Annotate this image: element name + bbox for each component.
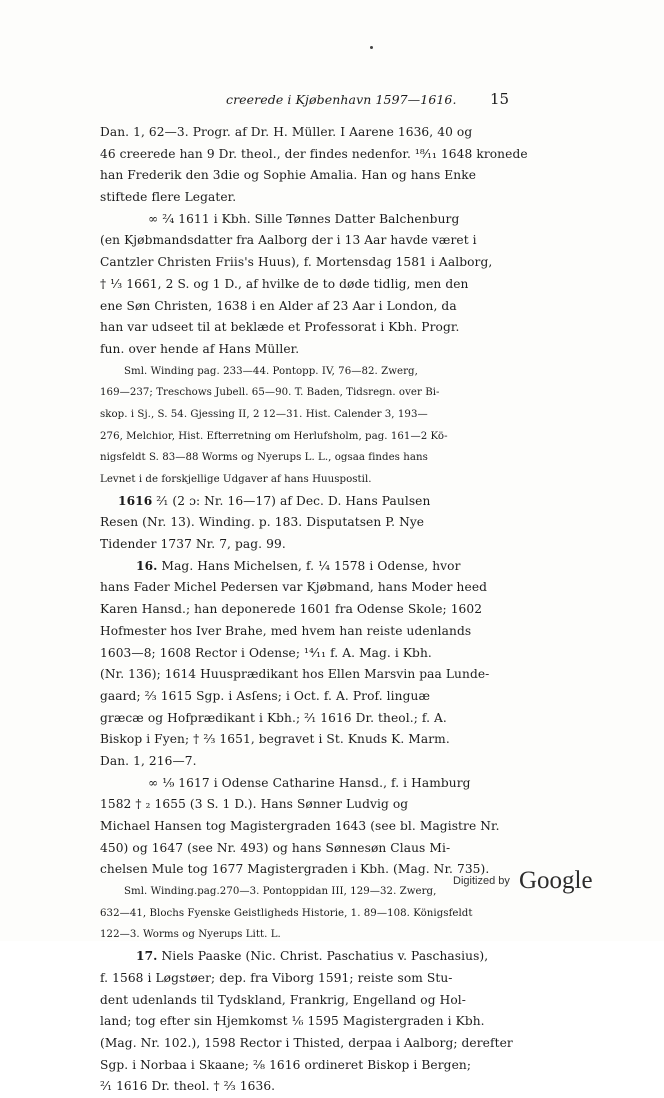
text-line: 632—41, Blochs Fyenske Geistligheds Historie, 1. 89—108. Königsfeldt	[100, 907, 473, 919]
text-line: nigsfeldt S. 83—88 Worms og Nyerups L. L., ogsaa findes hans	[100, 452, 428, 464]
text-line: ∞ ²⁄₄ 1611 i Kbh. Sille Tønnes Datter Balchenburg	[148, 211, 460, 226]
text-line: Resen (Nr. 13). Winding. p. 183. Disputatsen P. Nye	[100, 515, 425, 530]
text-line: dent udenlands til Tydskland, Frankrig, Engelland og Hol-	[100, 992, 466, 1007]
text-line: 276, Melchior, Hist. Efterretning om Herlufsholm, pag. 161—2 Kö-	[100, 430, 448, 442]
text-line: 450) og 1647 (see Nr. 493) og hans Sønnesøn Claus Mi-	[100, 840, 451, 855]
text-line: Michael Hansen tog Magistergraden 1643 (see bl. Magistre Nr.	[100, 819, 500, 833]
digitized-by-label: Digitized by	[453, 875, 510, 887]
text-line: Sml. Winding pag. 233—44. Pontopp. IV, 76—82. Zwerg,	[124, 365, 418, 377]
text-line: Dan. 1, 62—3. Progr. af Dr. H. Müller. I Aarene 1636, 40 og	[100, 125, 473, 139]
running-header	[226, 92, 526, 112]
printing-speck	[370, 46, 373, 49]
text-line	[100, 946, 544, 968]
text-line: f. 1568 i Løgstøer; dep. fra Viborg 1591; reiste som Stu-	[100, 970, 453, 985]
running-title: creerede i Kjøbenhavn 1597—1616.	[226, 92, 457, 107]
text-line: skop. i Sj., S. 54. Gjessing II, 2 12—31. Hist. Calender 3, 193—	[100, 408, 428, 420]
text-line: 46 creerede han 9 Dr. theol., der findes nedenfor. ¹⁸⁄₁₁ 1648 kronede	[100, 146, 528, 161]
text-line: hans Fader Michel Pedersen var Kjøbmand, hans Moder heed	[100, 580, 488, 595]
page-number: 15	[490, 90, 510, 108]
text-line: 122—3. Worms og Nyerups Litt. L.	[100, 929, 281, 941]
text-line: land; tog efter sin Hjemkomst ⅙ 1595 Magistergraden i Kbh.	[100, 1014, 485, 1029]
line-text: ²⁄₁ (2 ɔ: Nr. 16—17) af Dec. D. Hans Paulsen	[152, 493, 431, 508]
text-line: 1603—8; 1608 Rector i Odense; ¹⁴⁄₁₁ f. A. Mag. i Kbh.	[100, 645, 432, 660]
text-line: † ¹⁄₃ 1661, 2 S. og 1 D., af hvilke de to døde tidlig, men den	[100, 276, 469, 291]
text-line: ene Søn Christen, 1638 i en Alder af 23 Aar i London, da	[100, 298, 457, 313]
text-line: Sml. Winding.pag.270—3. Pontoppidan III, 129—32. Zwerg,	[124, 886, 437, 898]
text-line	[100, 491, 544, 513]
text-line: (Mag. Nr. 102.), 1598 Rector i Thisted, derpaa i Aalborg; derefter	[100, 1035, 513, 1050]
text-line: græcæ og Hofprædikant i Kbh.; ²⁄₁ 1616 Dr. theol.; f. A.	[100, 710, 447, 725]
text-line: gaard; ²⁄₃ 1615 Sgp. i Asſens; i Oct. f. A. Prof. linguæ	[100, 688, 430, 703]
text-line: Tidender 1737 Nr. 7, pag. 99.	[100, 537, 286, 552]
text-line: ²⁄₁ 1616 Dr. theol. † ²⁄₃ 1636.	[100, 1079, 276, 1094]
text-line: 1582 † ₂ 1655 (3 S. 1 D.). Hans Sønner Ludvig og	[100, 797, 409, 812]
digitized-by-google-mark	[453, 867, 593, 897]
text-line	[100, 556, 544, 578]
text-line: Cantzler Christen Friis's Huus), f. Mortensdag 1581 i Aalborg,	[100, 255, 493, 270]
google-logo: Google	[518, 867, 593, 894]
text-line: han var udseet til at beklæde et Professorat i Kbh. Progr.	[100, 320, 460, 335]
text-line: Biskop i Fyen; † ²⁄₃ 1651, begravet i St. Knuds K. Marm.	[100, 732, 450, 747]
entry-number: 1616	[118, 493, 153, 508]
entry-number: 17.	[136, 949, 158, 964]
text-line: 169—237; Treschows Jubell. 65—90. T. Baden, Tidsregn. over Bi-	[100, 387, 440, 399]
line-text: Mag. Hans Michelsen, f. ¼ 1578 i Odense, hvor	[157, 558, 461, 573]
text-line: Levnet i de forskjellige Udgaver af hans Huuspostil.	[100, 474, 372, 485]
text-line: (en Kjøbmandsdatter fra Aalborg der i 13 Aar havde været i	[100, 233, 477, 248]
text-line: stiftede flere Legater.	[100, 190, 237, 205]
text-line: Karen Hansd.; han deponerede 1601 fra Odense Skole; 1602	[100, 602, 483, 617]
text-line: ∞ ¹⁄₉ 1617 i Odense Catharine Hansd., f. i Hamburg	[148, 775, 471, 790]
line-text: Niels Paaske (Nic. Christ. Paschatius v. Paschasius),	[157, 949, 489, 964]
text-line: Hofmester hos Iver Brahe, med hvem han reiste udenlands	[100, 623, 472, 638]
text-line: Sgp. i Norbaa i Skaane; ²⁄₈ 1616 ordineret Biskop i Bergen;	[100, 1057, 472, 1072]
text-line: fun. over hende af Hans Müller.	[100, 341, 300, 356]
page-body	[100, 122, 544, 1098]
text-line: Dan. 1, 216—7.	[100, 753, 197, 768]
text-line: (Nr. 136); 1614 Huusprædikant hos Ellen Marsvin paa Lunde-	[100, 667, 490, 682]
entry-number: 16.	[136, 558, 158, 573]
text-line: han Frederik den 3die og Sophie Amalia. Han og hans Enke	[100, 168, 477, 183]
text-line: chelsen Mule tog 1677 Magistergraden i Kbh. (Mag. Nr. 735).	[100, 862, 490, 877]
